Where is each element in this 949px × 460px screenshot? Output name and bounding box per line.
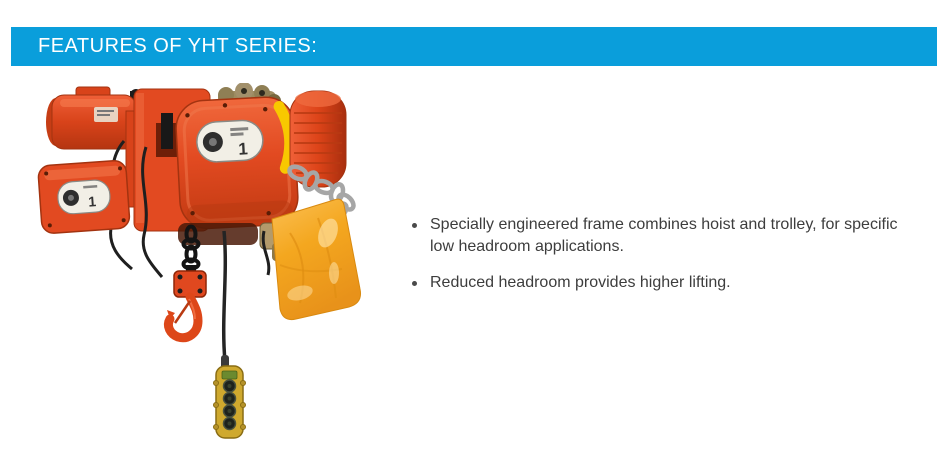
features-list — [410, 214, 908, 308]
chain-bag — [272, 199, 361, 319]
pendant-cable — [224, 231, 226, 361]
hoist-illustration — [28, 83, 388, 443]
product-image — [28, 83, 388, 443]
gearbox — [38, 160, 131, 234]
capacity-label-2: 1 — [87, 193, 97, 210]
feature-item-1 — [410, 214, 908, 258]
feature-text: Reduced headroom provides higher lifting. — [430, 274, 731, 291]
feature-item-2 — [410, 272, 908, 294]
load-hook — [167, 265, 206, 338]
gearbox-nameplate — [57, 179, 111, 215]
left-motor — [46, 87, 136, 149]
pendant-label — [222, 371, 237, 379]
bullet-dot — [412, 281, 417, 286]
hoist-body — [175, 96, 300, 230]
pendant-control — [214, 355, 246, 438]
feature-text: Specially engineered frame combines hoist and trolley, for specific low headroom applications. — [430, 216, 898, 255]
capacity-nameplate — [196, 119, 264, 162]
section-header-bar — [11, 27, 937, 66]
bullet-dot — [412, 223, 417, 228]
capacity-label: 1 — [237, 139, 249, 159]
section-title: FEATURES OF YHT SERIES: — [38, 35, 318, 57]
